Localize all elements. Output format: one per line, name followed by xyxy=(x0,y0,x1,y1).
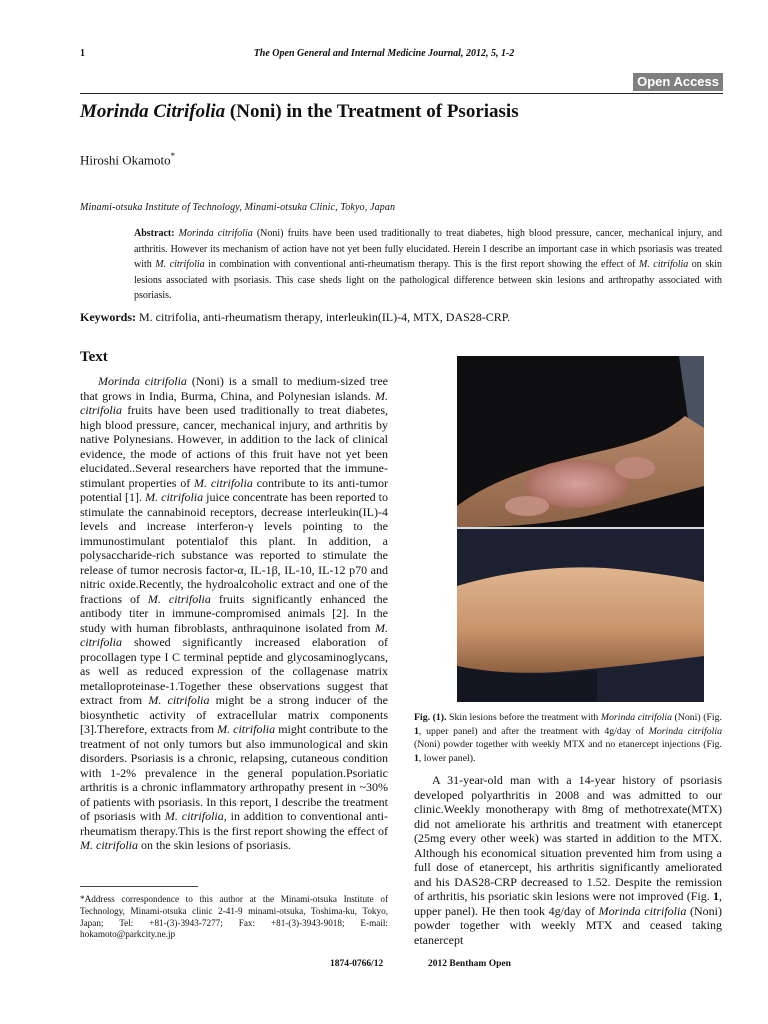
species-name: M. citrifolia xyxy=(148,693,210,707)
species-name: M. citrifolia xyxy=(80,838,138,852)
body-text: A 31-year-old man with a 14-year history of psoriasis developed polyarthritis in 2008 and was admitted to our clinic.Weekly monotherapy with 8mg of methotrexate(MTX) did not ameliorate his arthritis and treatment with etanercept (25mg every other week) was started in addition to the MTX. Although his economical situation prevented him from using a full dose of etanercept, his arthritis significantly ameliorated and his DAS28-CRP decreased to 1.52. Despite the remission of arthritis, his psoriatic skin lesions were not improved (Fig. xyxy=(414,773,722,903)
abstract-species: M. citrifolia xyxy=(638,259,689,271)
body-text: fruits have been used traditionally to treat diabetes, high blood pressure, cancer, mechanical injury, and arthritis by native Polynesians. However, in addition to the lack of clinical evidence, the mode of actions of this fruit have not yet been elucidated..Several researchers have reported that the immune-stimulant properties of xyxy=(80,403,388,490)
abstract-text: in combination with conventional anti-rheumatism therapy. This is the first report showing the effect of xyxy=(204,259,639,271)
body-text: might contribute to the treatment of not only tumors but also immunological and skin disorders. Psoriasis is a chronic, relapsing, cutaneous condition with 1-2% prevalence in the general population.Psoriatic arthritis is a chronic inflammatory arthropathy present in ~30% of patients with psoriasis. In this report, I describe the treatment of psoriasis with xyxy=(80,722,388,823)
species-name: M. citrifolia xyxy=(145,490,204,504)
species-name: M. citrifolia xyxy=(194,475,253,490)
species-name: Morinda citrifolia xyxy=(648,725,722,737)
body-column-left xyxy=(80,374,388,853)
species-name: M. citrifolia xyxy=(217,722,276,736)
body-text: contribute to its anti-tumor potential [1]. xyxy=(80,475,388,504)
author xyxy=(80,151,175,168)
figure-caption xyxy=(414,711,722,765)
figure-panel-divider xyxy=(457,527,704,529)
figure-photo-illustration xyxy=(457,356,704,702)
caption-text: (Noni) powder together with weekly MTX and no etanercept injections (Fig. xyxy=(414,739,722,751)
body-paragraph xyxy=(80,374,388,853)
keywords-label: Keywords: xyxy=(80,310,136,324)
body-text: (Noni) powder together with weekly MTX and ceased taking etanercept xyxy=(414,903,722,947)
body-text: in addition to conventional anti-rheumatism therapy.This is the first report showing the effect of xyxy=(80,809,389,838)
abstract-text: on skin lesions associated with psoriasis. This case sheds light on the pathological difference between skin lesions and arthropathy associated with psoriasis. xyxy=(134,259,722,302)
article-title xyxy=(80,101,519,123)
issn: 1874-0766/12 xyxy=(330,959,384,969)
caption-text: (Noni) (Fig. xyxy=(672,712,722,723)
body-text: , upper panel). He then took 4g/day of xyxy=(414,889,722,918)
species-name: M. citrifolia xyxy=(80,388,388,417)
species-name: Morinda citrifolia xyxy=(600,712,672,723)
abstract-label: Abstract: xyxy=(134,228,175,239)
publisher: 2012 Bentham Open xyxy=(428,959,511,969)
body-text: showed significantly increased elaboration of procollagen type I C terminal peptide and glycosaminoglycans, as well as reduced expression of the collagenase matrix metalloproteinase-1.Together these observations suggest that extract from xyxy=(80,635,388,707)
abstract-text: (Noni) fruits have been used traditionally to treat diabetes, high blood pressure, cancer, mechanical injury, and arthritis. However its mechanism of action have not yet been fully elucidated. Herein I describe an important case in which psoriasis was treated with xyxy=(134,228,722,271)
body-column-right xyxy=(414,773,722,947)
body-text: (Noni) is a small to medium-sized tree that grows in India, Burma, China, and Polynesian islands. xyxy=(80,374,388,403)
species-name: M. citrifolia, xyxy=(164,809,227,823)
title-species: Morinda Citrifolia xyxy=(80,101,226,122)
keywords xyxy=(80,310,723,325)
body-text: on the skin lesions of psoriasis. xyxy=(138,838,291,852)
caption-text: , lower panel). xyxy=(418,752,476,764)
affiliation: Minami-otsuka Institute of Technology, Minami-otsuka Clinic, Tokyo, Japan xyxy=(80,202,396,213)
page-number: 1 xyxy=(80,48,85,59)
species-name: M. citrifolia xyxy=(80,620,388,649)
author-name: Hiroshi Okamoto xyxy=(80,152,171,168)
figure-label: Fig. (1). xyxy=(414,712,447,723)
species-name: Morinda citrifolia xyxy=(98,374,187,388)
abstract-species: Morinda citrifolia xyxy=(178,228,253,239)
section-heading: Text xyxy=(80,349,108,365)
figure-ref: 1 xyxy=(414,752,419,764)
footnote-rule xyxy=(80,886,198,887)
header-rule xyxy=(80,93,723,94)
title-rest: (Noni) in the Treatment of Psoriasis xyxy=(225,101,519,122)
abstract xyxy=(134,226,722,304)
body-text: fruits significantly enhanced the antibody titer in immune-compromised animals [2]. In the study with human fibroblasts, anthraquinone isolated from xyxy=(80,591,388,635)
caption-text: , upper panel) and after the treatment with 4g/day of xyxy=(418,725,649,737)
keywords-text: M. citrifolia, anti-rheumatism therapy, interleukin(IL)-4, MTX, DAS28-CRP. xyxy=(136,310,511,324)
figure-ref: 1 xyxy=(414,725,419,737)
correspondence-footnote: *Address correspondence to this author at the Minami-otsuka Institute of Technology, Minami-otsuka clinic 2-41-9 minami-otsuka, Toshima-ku, Tokyo, Japan; Tel: +81-(3)-3943-7277; Fax: +81-(3)-3943-9018; E-mail: hokamoto@parkcity.ne.jp xyxy=(80,894,388,940)
author-mark: * xyxy=(170,151,176,161)
abstract-species: M. citrifolia xyxy=(155,259,205,271)
journal-citation: The Open General and Internal Medicine Journal, 2012, 5, 1-2 xyxy=(253,48,515,59)
figure-ref: 1 xyxy=(713,889,719,903)
figure-photo-psoriasis xyxy=(457,356,704,702)
body-paragraph xyxy=(414,773,722,947)
species-name: M. citrifolia xyxy=(147,591,211,606)
body-text: juice concentrate has been reported to stimulate the cannabinoid receptors, decrease interleukin(IL)-4 levels and increase interferon-γ levels pointing to the immunostimulant potentialof this plant. In addition, a polysaccharide-rich substance was reported to stimulate the release of tumor necrosis factor-α, IL-1β, IL-10, IL-12 p70 and nitric oxide.Recently, the hydroalcoholic extract and one of the fractions of xyxy=(80,490,388,606)
caption-text: Skin lesions before the treatment with xyxy=(446,712,601,723)
body-text: might be a strong inducer of the biosynthetic activity of extracellular matrix components [3].Therefore, extracts from xyxy=(80,693,389,736)
open-access-badge: Open Access xyxy=(633,73,723,91)
species-name: Morinda citrifolia xyxy=(598,903,687,918)
